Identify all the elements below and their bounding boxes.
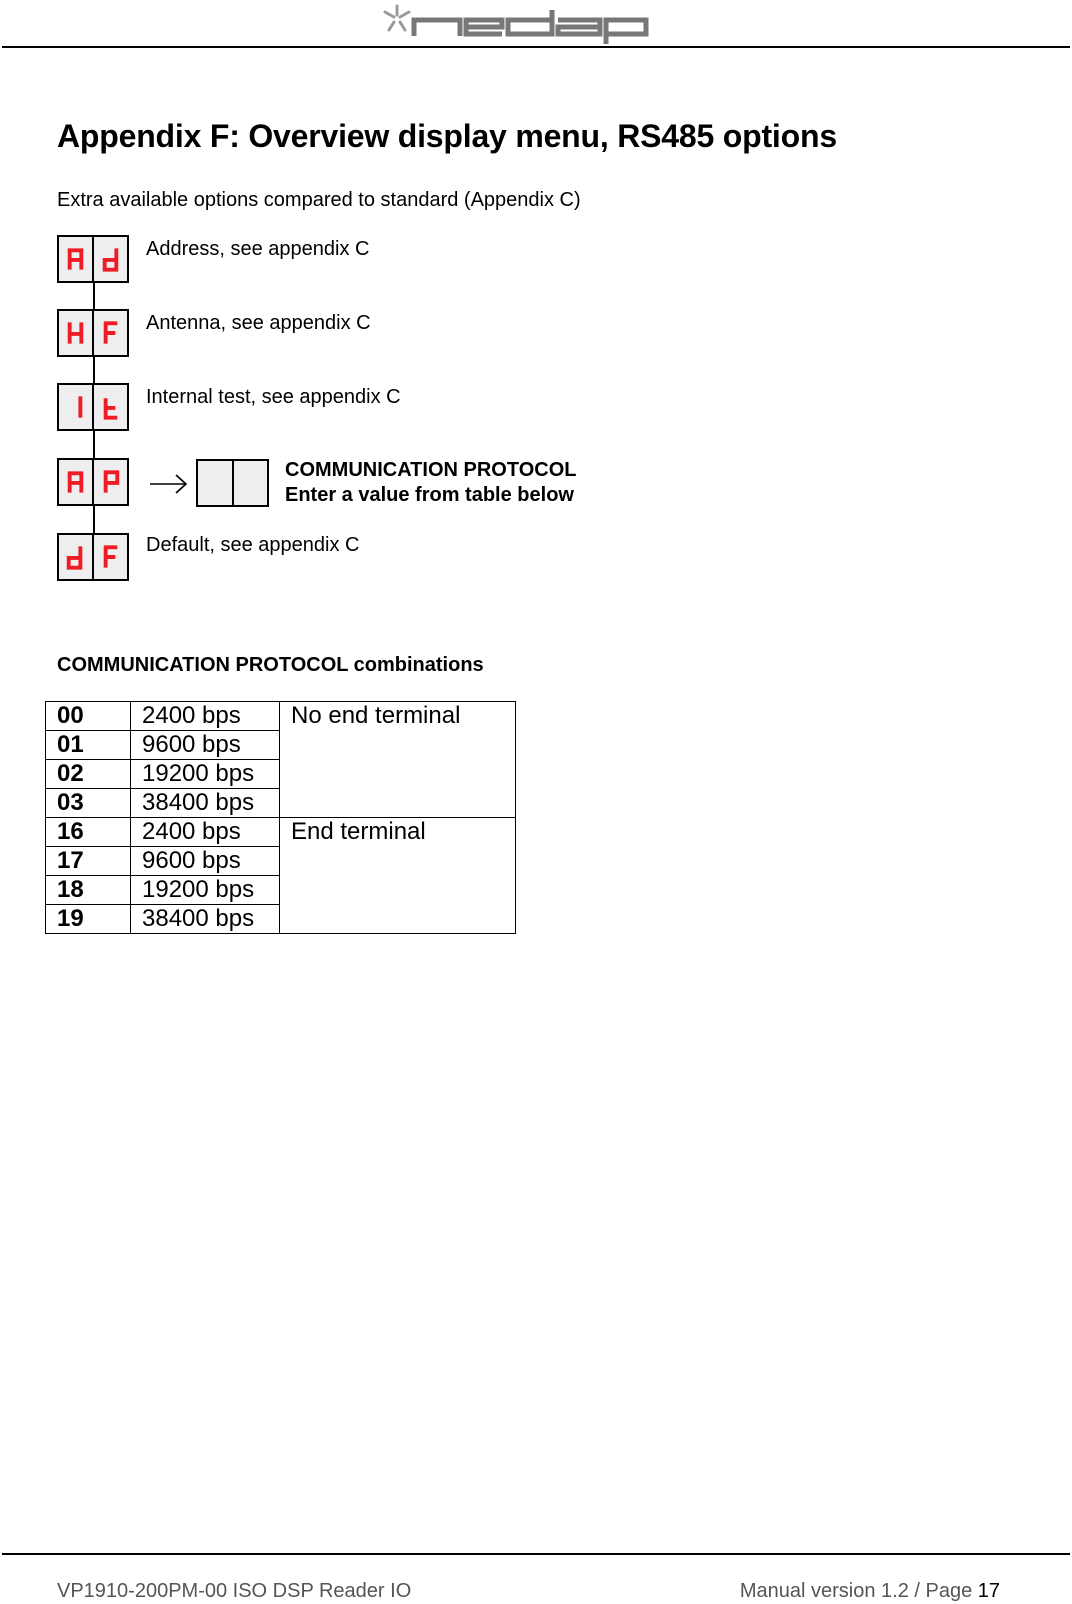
display-df bbox=[57, 533, 129, 581]
display-digit bbox=[92, 385, 127, 429]
header-rule bbox=[2, 46, 1070, 48]
protocol-code: 01 bbox=[46, 731, 131, 760]
page-number: 17 bbox=[977, 1580, 1000, 1602]
protocol-code: 03 bbox=[46, 789, 131, 818]
protocol-label-line2: Enter a value from table below bbox=[285, 484, 574, 506]
display-digit bbox=[92, 237, 127, 281]
baud-rate: 38400 bps bbox=[131, 905, 280, 934]
baud-rate: 9600 bps bbox=[131, 731, 280, 760]
protocol-code: 16 bbox=[46, 818, 131, 847]
display-digit bbox=[92, 460, 127, 504]
terminal-type: End terminal bbox=[280, 818, 516, 934]
display-digit bbox=[59, 311, 92, 355]
display-ad bbox=[57, 235, 129, 283]
protocol-code: 19 bbox=[46, 905, 131, 934]
page-info bbox=[740, 1580, 1000, 1603]
display-hf bbox=[57, 309, 129, 357]
baud-rate: 19200 bps bbox=[131, 760, 280, 789]
table-row bbox=[46, 818, 516, 847]
display-digit bbox=[59, 237, 92, 281]
display-digit bbox=[92, 535, 127, 579]
display-digit-empty bbox=[232, 461, 268, 505]
manual-version: Manual version 1.2 / Page bbox=[739, 1580, 978, 1602]
display-it bbox=[57, 383, 129, 431]
display-digit-empty bbox=[198, 461, 232, 505]
display-ap bbox=[57, 458, 129, 506]
display-digit bbox=[59, 460, 92, 504]
baud-rate: 2400 bps bbox=[131, 702, 280, 731]
protocol-value-display bbox=[196, 459, 269, 507]
protocol-code: 00 bbox=[46, 702, 131, 731]
combinations-title: COMMUNICATION PROTOCOL combinations bbox=[57, 654, 484, 676]
protocol-label bbox=[285, 458, 576, 508]
baud-rate: 38400 bps bbox=[131, 789, 280, 818]
menu-item-antenna: Antenna, see appendix C bbox=[146, 312, 371, 334]
table-row bbox=[46, 702, 516, 731]
footer-rule bbox=[2, 1553, 1070, 1555]
display-digit bbox=[59, 385, 92, 429]
baud-rate: 19200 bps bbox=[131, 876, 280, 905]
right-arrow-icon bbox=[148, 470, 190, 498]
protocol-code: 17 bbox=[46, 847, 131, 876]
intro-text: Extra available options compared to standard (Appendix C) bbox=[57, 189, 581, 211]
protocol-code: 18 bbox=[46, 876, 131, 905]
display-digit bbox=[59, 535, 92, 579]
document-id: VP1910-200PM-00 ISO DSP Reader IO bbox=[57, 1580, 412, 1602]
baud-rate: 2400 bps bbox=[131, 818, 280, 847]
display-digit bbox=[92, 311, 127, 355]
menu-item-internal-test: Internal test, see appendix C bbox=[146, 386, 401, 408]
terminal-type: No end terminal bbox=[280, 702, 516, 818]
nedap-logo bbox=[380, 2, 665, 46]
protocol-label-line1: COMMUNICATION PROTOCOL bbox=[285, 459, 577, 481]
protocol-code: 02 bbox=[46, 760, 131, 789]
baud-rate: 9600 bps bbox=[131, 847, 280, 876]
protocol-table bbox=[45, 701, 516, 934]
page-title: Appendix F: Overview display menu, RS485 options bbox=[57, 118, 837, 154]
menu-item-default: Default, see appendix C bbox=[146, 534, 360, 556]
menu-item-address: Address, see appendix C bbox=[146, 238, 370, 260]
